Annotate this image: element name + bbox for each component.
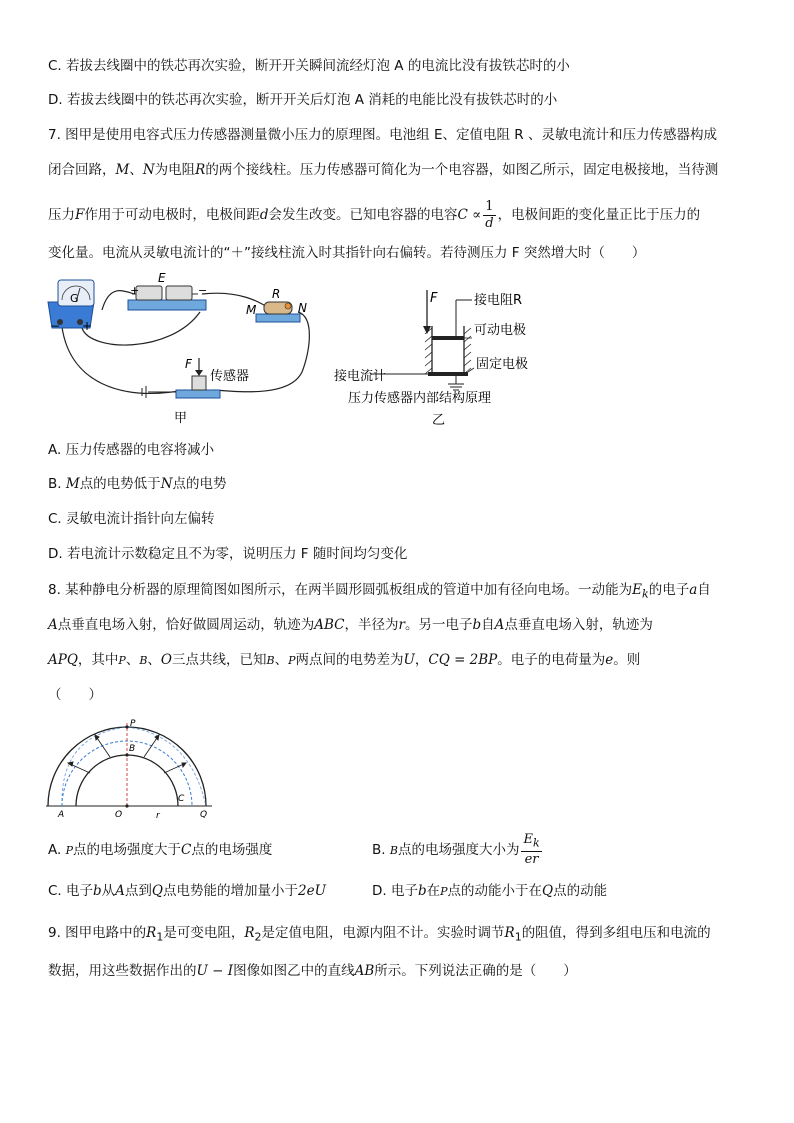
resistor-icon bbox=[256, 302, 300, 322]
symbol-n: N bbox=[160, 476, 173, 492]
subscript-2: 2 bbox=[254, 930, 262, 944]
text-run: 、 bbox=[125, 652, 140, 668]
symbol-b: b bbox=[472, 617, 482, 633]
symbol-e: e bbox=[605, 652, 614, 668]
symbol-a: a bbox=[689, 582, 698, 598]
figure-electrostatic-analyzer bbox=[40, 715, 220, 825]
text-run: 的电子 bbox=[648, 582, 690, 598]
equation-cq-2bp: CQ = 2BP bbox=[428, 652, 498, 668]
capacitance-relation: C ∝ bbox=[457, 207, 482, 223]
symbol-d: d bbox=[259, 207, 269, 223]
symbol-apq: APQ bbox=[48, 652, 78, 668]
symbol-r: R bbox=[195, 162, 206, 178]
fraction-numerator: 1 bbox=[485, 198, 494, 214]
label-n: N bbox=[298, 301, 307, 315]
text-run: 从 bbox=[101, 883, 116, 899]
text-run: 压力 bbox=[48, 207, 75, 223]
q8-option-a bbox=[48, 840, 272, 861]
symbol-a-point: A bbox=[494, 617, 505, 633]
q7-stem-line4: 变化量。电流从灵敏电流计的“＋”接线柱流入时其指针向右偏转。若待测压力 F 突然增大时（ ） bbox=[48, 245, 646, 261]
fraction-denominator: d bbox=[485, 215, 494, 231]
text-run: 图像如图乙中的直线 bbox=[233, 963, 355, 979]
battery-minus: − bbox=[198, 284, 208, 297]
symbol-r2: R bbox=[244, 925, 255, 941]
symbol-b: B bbox=[389, 844, 398, 857]
symbol-r1: R bbox=[146, 925, 157, 941]
text-run: 点的动能小于在 bbox=[447, 883, 543, 899]
q8-answer-bracket: （ ） bbox=[48, 687, 102, 703]
q7-option-c: C. 灵敏电流计指针向左偏转 bbox=[48, 511, 215, 527]
symbol-p: P bbox=[65, 844, 73, 857]
text-run: 点垂直电场入射，轨迹为 bbox=[504, 617, 653, 633]
text-run: 点到 bbox=[124, 883, 152, 899]
text-run: D. 电子 bbox=[372, 883, 418, 899]
symbol-b: B bbox=[266, 654, 275, 667]
q8-stem-line3 bbox=[48, 650, 640, 671]
q8-option-d bbox=[372, 881, 607, 902]
yi-label-resistor: 接电阻R bbox=[474, 293, 523, 308]
text-run: B. bbox=[372, 842, 390, 858]
yi-title: 压力传感器内部结构原理 bbox=[348, 391, 492, 406]
symbol-a-point: A bbox=[48, 617, 58, 633]
label-b: B bbox=[129, 744, 136, 754]
yi-label-fixed: 固定电极 bbox=[476, 357, 529, 372]
text-run: 会发生改变。已知电容器的电容 bbox=[268, 207, 458, 223]
text-run: 的阻值，得到多组电压和电流的 bbox=[521, 925, 711, 941]
symbol-r1: R bbox=[504, 925, 515, 941]
symbol-n: N bbox=[142, 162, 155, 178]
label-e: E bbox=[158, 272, 166, 285]
text-run: 。另一电子 bbox=[404, 617, 473, 633]
fraction-denominator: er bbox=[524, 852, 539, 868]
text-run: 、 bbox=[147, 652, 161, 668]
label-a: A bbox=[58, 810, 65, 820]
label-plus: + bbox=[82, 319, 93, 333]
label-q: Q bbox=[200, 810, 208, 820]
battery-icon bbox=[128, 286, 206, 310]
text-run: ， bbox=[414, 652, 429, 668]
yi-label-f: F bbox=[430, 291, 438, 306]
text-run: 点的动能 bbox=[553, 883, 608, 899]
q7-option-a: A. 压力传感器的电容将减小 bbox=[48, 442, 215, 458]
label-m: M bbox=[246, 303, 257, 317]
text-run: 点的电场强度大于 bbox=[73, 842, 181, 858]
text-run: 。电子的电荷量为 bbox=[497, 652, 606, 668]
text-run: 点电势能的增加量小于 bbox=[163, 883, 298, 899]
yi-label-movable: 可动电极 bbox=[474, 323, 527, 338]
fraction-one-over-d bbox=[483, 199, 495, 232]
symbol-q: Q bbox=[151, 883, 163, 899]
symbol-p: P bbox=[288, 654, 296, 667]
text-run: 是定值电阻，电源内阻不计。实验时调节 bbox=[261, 925, 505, 941]
symbol-e: E bbox=[523, 831, 533, 847]
wall-hatching-right bbox=[464, 328, 471, 374]
q7-stem-line2 bbox=[48, 160, 718, 180]
subscript-1: 1 bbox=[514, 930, 522, 944]
fixed-electrode bbox=[428, 372, 468, 376]
text-run: 点的电场强度大小为 bbox=[397, 842, 520, 858]
yi-label-galv: 接电流计 bbox=[334, 369, 387, 384]
symbol-ek: E bbox=[632, 582, 643, 598]
symbol-ab: AB bbox=[354, 963, 375, 979]
q8-stem-line2 bbox=[48, 615, 653, 635]
fraction-ek-over-er bbox=[521, 832, 541, 869]
fraction-numerator bbox=[521, 832, 541, 853]
text-run: 自 bbox=[481, 617, 495, 633]
text-run: A. bbox=[48, 842, 66, 858]
text-run: 三点共线，已知 bbox=[171, 652, 267, 668]
figure-jia-circuit bbox=[40, 272, 330, 432]
subscript-k: k bbox=[642, 587, 649, 601]
q7-option-b bbox=[48, 474, 227, 494]
caption-yi: 乙 bbox=[432, 413, 446, 428]
figure-yi-sensor-structure bbox=[330, 284, 560, 434]
subscript-k: k bbox=[532, 836, 540, 850]
text-run: 点的电势低于 bbox=[79, 476, 161, 492]
text-run: 点的电场强度 bbox=[191, 842, 273, 858]
label-minus: − bbox=[50, 319, 61, 333]
text-run: 9. 图甲电路中的 bbox=[48, 925, 147, 941]
text-run: 闭合回路， bbox=[48, 162, 116, 178]
symbol-p: P bbox=[440, 885, 448, 898]
text-run: 作用于可动电极时，电极间距 bbox=[84, 207, 260, 223]
trajectory-apq bbox=[62, 727, 206, 806]
label-sensor: 传感器 bbox=[210, 369, 250, 384]
text-run: ，其中 bbox=[77, 652, 119, 668]
symbol-b: B bbox=[139, 654, 148, 667]
text-run: 数据，用这些数据作出的 bbox=[48, 963, 197, 979]
battery-plus: + bbox=[130, 284, 140, 297]
movable-electrode bbox=[432, 336, 464, 340]
symbol-r: r bbox=[398, 617, 405, 633]
symbol-u-i: U − I bbox=[196, 963, 234, 979]
text-run: 。则 bbox=[613, 652, 641, 668]
text-run: 点垂直电场入射，恰好做圆周运动，轨迹为 bbox=[57, 617, 315, 633]
symbol-u: U bbox=[403, 652, 415, 668]
label-o: O bbox=[115, 810, 123, 820]
text-run: 自 bbox=[697, 582, 711, 598]
caption-jia: 甲 bbox=[174, 411, 188, 426]
q6-option-d: D. 若拔去线圈中的铁芯再次实验，断开开关后灯泡 A 消耗的电能比没有拔铁芯时的小 bbox=[48, 92, 558, 108]
q7-option-d: D. 若电流计示数稳定且不为零，说明压力 F 随时间均匀变化 bbox=[48, 546, 408, 562]
label-r: R bbox=[272, 287, 281, 301]
q7-stem-line3 bbox=[48, 198, 700, 232]
text-run: 8. 某种静电分析器的原理简图如图所示，在两半圆形圆弧板组成的管道中加有径向电场。一动能为 bbox=[48, 582, 633, 598]
symbol-a: A bbox=[115, 883, 125, 899]
text-run: 、 bbox=[274, 652, 289, 668]
label-c: C bbox=[178, 794, 185, 804]
text-run: 在 bbox=[426, 883, 441, 899]
symbol-m: M bbox=[115, 162, 130, 178]
q7-stem-line1: 7. 图甲是使用电容式压力传感器测量微小压力的原理图。电池组 E、定值电阻 R 、灵敏电流计和压力传感器构成 bbox=[48, 127, 717, 143]
symbol-f: F bbox=[75, 207, 85, 223]
symbol-m: M bbox=[65, 476, 80, 492]
value-2eu: 2eU bbox=[298, 883, 326, 899]
text-run: C. 电子 bbox=[48, 883, 94, 899]
text-run: B. bbox=[48, 476, 66, 492]
symbol-q: Q bbox=[542, 883, 554, 899]
symbol-abc: ABC bbox=[314, 617, 345, 633]
subscript-1: 1 bbox=[156, 930, 164, 944]
text-run: 、 bbox=[129, 162, 143, 178]
label-f: F bbox=[185, 357, 192, 371]
text-run: 是可变电阻， bbox=[163, 925, 245, 941]
label-p: P bbox=[130, 719, 136, 729]
label-g: G bbox=[70, 292, 79, 305]
label-r: r bbox=[156, 811, 160, 821]
text-run: 所示。下列说法正确的是（ ） bbox=[374, 963, 577, 979]
text-run: 为电阻 bbox=[154, 162, 196, 178]
symbol-o: O bbox=[160, 652, 172, 668]
symbol-b: b bbox=[417, 883, 427, 899]
text-run: 的两个接线柱。压力传感器可简化为一个电容器，如图乙所示，固定电极接地，当待测 bbox=[205, 162, 719, 178]
text-run: ，半径为 bbox=[344, 617, 399, 633]
q8-option-b bbox=[372, 830, 544, 871]
symbol-b: b bbox=[93, 883, 102, 899]
q8-stem-line1 bbox=[48, 580, 711, 605]
q8-option-c bbox=[48, 881, 326, 901]
text-run: 点的电势 bbox=[172, 476, 227, 492]
wall-hatching-left bbox=[425, 328, 432, 374]
q9-stem-line1 bbox=[48, 923, 711, 948]
ground-icon bbox=[142, 386, 176, 398]
text-run: 两点间的电势差为 bbox=[295, 652, 404, 668]
q6-option-c: C. 若拔去线圈中的铁芯再次实验，断开开关瞬间流经灯泡 A 的电流比没有拔铁芯时的小 bbox=[48, 58, 570, 74]
text-run: ，电极间距的变化量正比于压力的 bbox=[497, 207, 701, 223]
q9-stem-line2 bbox=[48, 961, 577, 981]
symbol-p: P bbox=[118, 654, 126, 667]
symbol-c: C bbox=[181, 842, 192, 858]
